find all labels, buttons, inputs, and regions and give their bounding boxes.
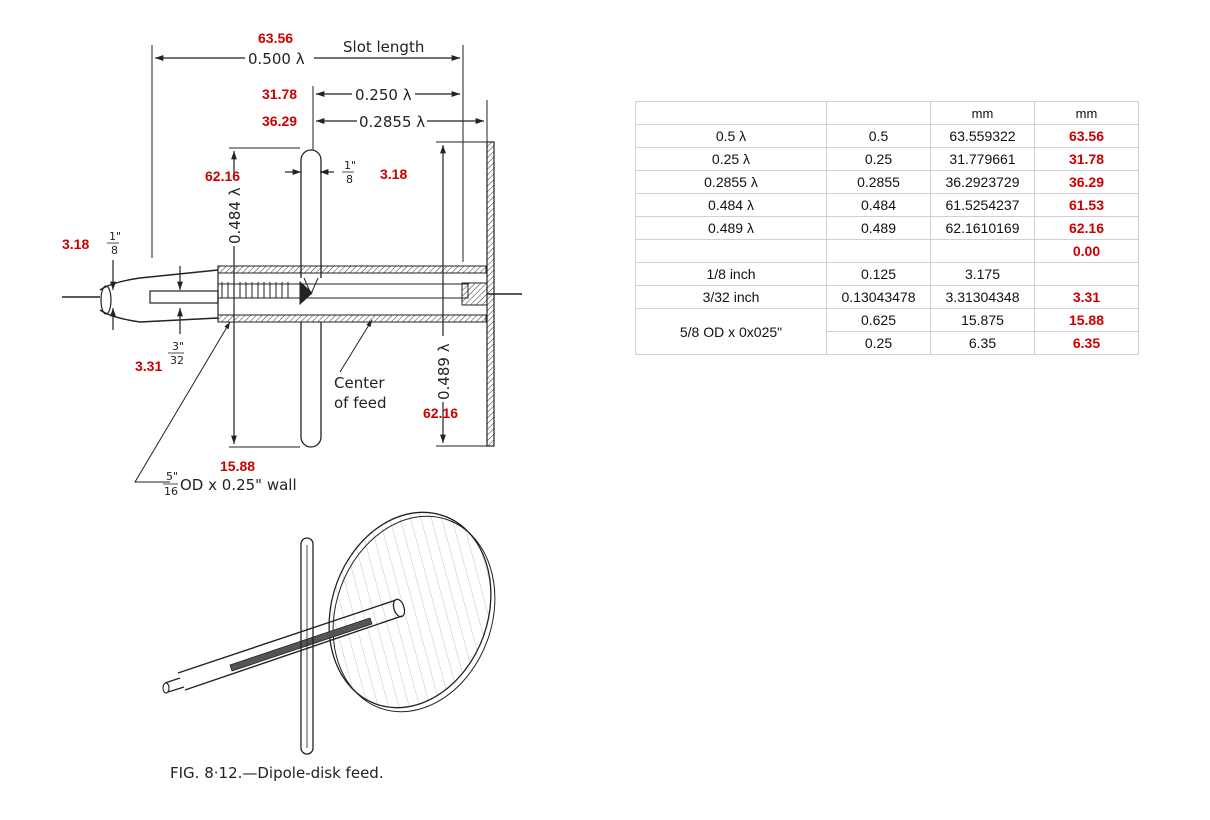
table-cell: 0.2855 λ [636,171,827,194]
coax-cable [100,270,218,322]
gap-num: 3" [172,340,185,353]
table-cell [1035,263,1139,286]
tube-frac-num: 5" [166,470,179,483]
gap-den: 32 [170,354,184,367]
table-header-cell [827,102,931,125]
table-cell: 6.35 [931,332,1035,355]
table-row [636,263,1139,286]
table-cell: 31.78 [1035,148,1139,171]
table-cell: 15.88 [1035,309,1139,332]
table-cell: 0.25 λ [636,148,827,171]
table-cell: 3.175 [931,263,1035,286]
slot-length-title: Slot length [343,38,425,56]
annotation-disk-spacing: 62.16 [423,405,459,421]
disk-spacing-label: 0.489 λ [435,343,453,400]
table-cell: 36.29 [1035,171,1139,194]
outer-tube-bottom-wall [218,315,486,322]
quarter-wave-label: 0.250 λ [355,86,412,104]
table-row [636,286,1139,309]
annotation-dipole-length: 62.16 [205,168,241,184]
table-cell: 3.31 [1035,286,1139,309]
table-cell: 61.5254237 [931,194,1035,217]
dipole-upper-arm [301,150,321,278]
table-cell: 0.00 [1035,240,1139,263]
table-cell: 1/8 inch [636,263,827,286]
table-cell: 31.779661 [931,148,1035,171]
table-row [636,171,1139,194]
table-cell-merged: 5/8 OD x 0x025" [636,309,827,355]
table-cell: 0.2855 [827,171,931,194]
table-header-cell [636,102,827,125]
annotation-slot-offset: 36.29 [262,113,298,129]
table-cell: 0.25 [827,332,931,355]
table-cell: 0.484 λ [636,194,827,217]
annotation-slot-length: 63.56 [258,30,294,46]
table-cell: 63.559322 [931,125,1035,148]
table-cell: 0.5 λ [636,125,827,148]
table-cell: 15.875 [931,309,1035,332]
inner-dia-num: 1" [109,230,122,243]
table-cell [931,240,1035,263]
table-cell: 6.35 [1035,332,1139,355]
annotation-quarter-wave: 31.78 [262,86,298,102]
table-cell: 0.13043478 [827,286,931,309]
tube-description: OD x 0.25" wall [180,476,297,494]
table-header-cell: mm [1035,102,1139,125]
table-row [636,148,1139,171]
figure-caption: FIG. 8·12.—Dipole-disk feed. [170,764,384,782]
table-cell: 0.125 [827,263,931,286]
dipole-lower-arm [301,322,321,447]
table-cell [827,240,931,263]
tube-frac-den: 16 [164,485,178,498]
annotation-inner-diameter: 3.18 [62,236,90,252]
slot-offset-label: 0.2855 λ [359,113,426,131]
table-cell: 61.53 [1035,194,1139,217]
dipole-dia-den: 8 [346,173,353,186]
table-cell: 63.56 [1035,125,1139,148]
dipole-dia-num: 1" [344,159,357,172]
table-row [636,125,1139,148]
table-cell: 0.25 [827,148,931,171]
table-cell: 62.1610169 [931,217,1035,240]
dipole-length-label: 0.484 λ [226,187,244,244]
table-row [636,309,1139,332]
table-cell: 36.2923729 [931,171,1035,194]
inner-dia-den: 8 [111,244,118,257]
table-header-cell: mm [931,102,1035,125]
outer-tube-top-wall [218,266,486,273]
table-row [636,194,1139,217]
table-cell: 0.489 [827,217,931,240]
conversion-table [635,101,1139,355]
annotation-gap: 3.31 [135,358,163,374]
table-row [636,240,1139,263]
table-cell: 0.625 [827,309,931,332]
table-cell: 62.16 [1035,217,1139,240]
table-cell: 3/32 inch [636,286,827,309]
center-of-feed-line-1: Center [334,374,385,392]
annotation-tube: 15.88 [220,458,256,474]
table-cell: 0.5 [827,125,931,148]
table-cell: 0.489 λ [636,217,827,240]
table-header-row [636,102,1139,125]
table-row [636,217,1139,240]
center-of-feed-line-2: of feed [334,394,387,412]
table-cell [636,240,827,263]
table-cell: 0.484 [827,194,931,217]
perspective-view [163,489,521,754]
reflector-disk-section [487,142,494,446]
table-cell: 3.31304348 [931,286,1035,309]
annotation-dipole-diameter: 3.18 [380,166,408,182]
slot-half-wave-label: 0.500 λ [248,50,305,68]
